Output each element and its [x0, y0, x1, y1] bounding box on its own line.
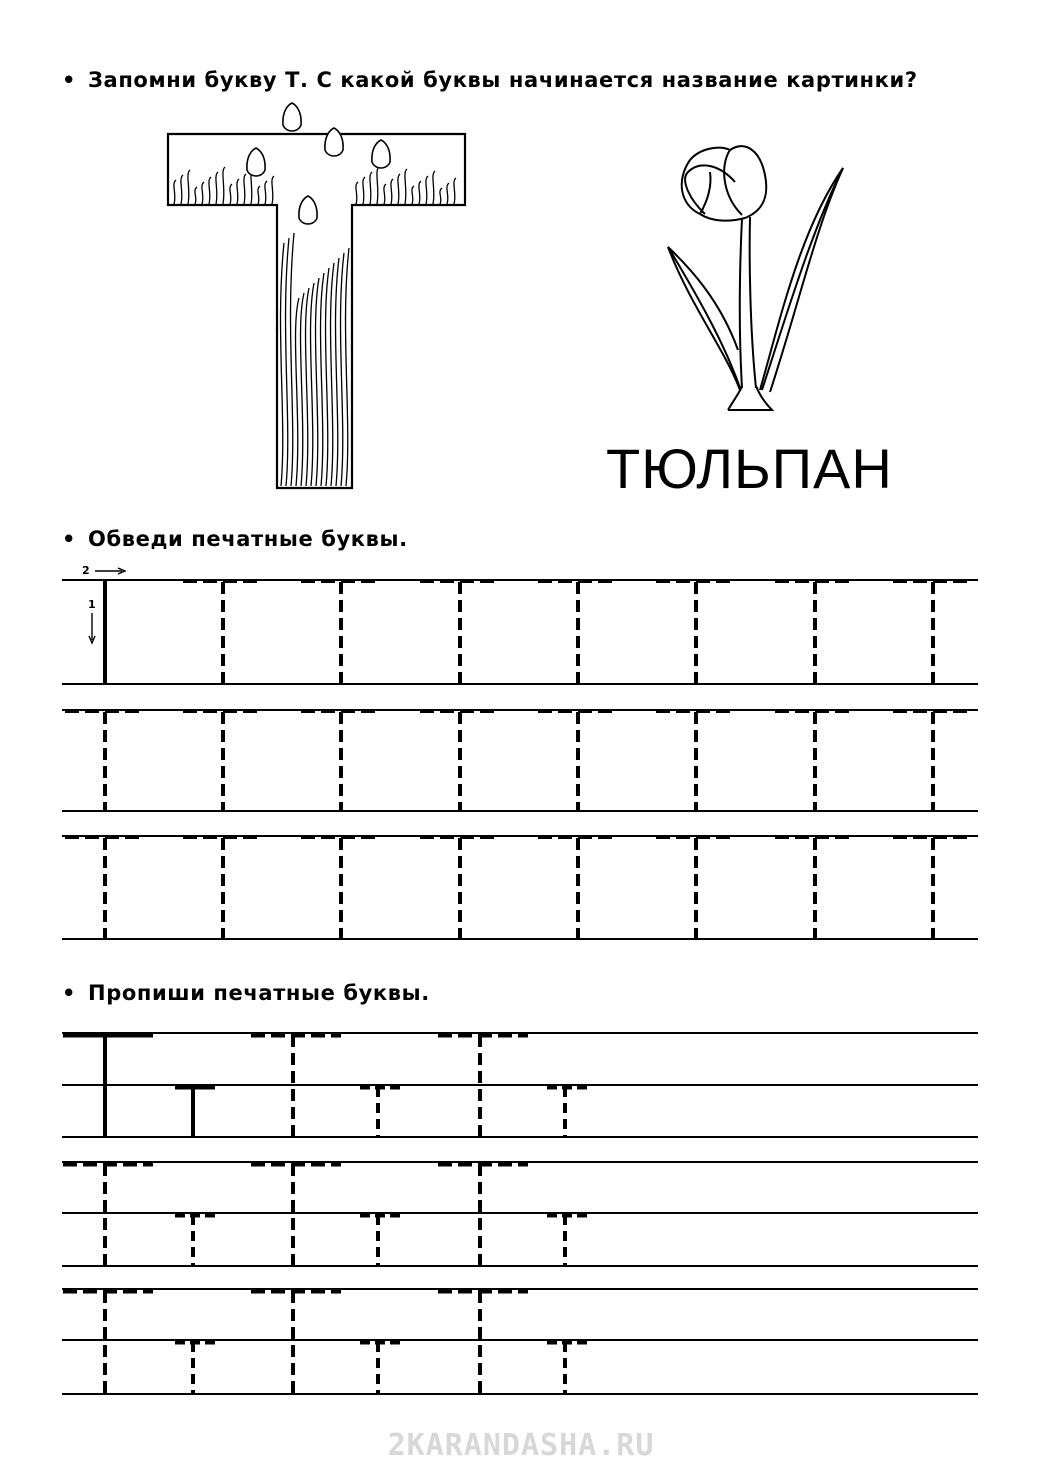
grass-blade	[188, 170, 190, 204]
instruction-text: Обведи печатные буквы.	[88, 527, 408, 551]
instruction-text: Пропиши печатные буквы.	[88, 981, 430, 1005]
tulip-bud	[283, 103, 301, 131]
grass-blade	[426, 176, 428, 204]
grass-blade	[202, 182, 204, 204]
grass-blade	[301, 293, 304, 486]
instruction-text-start: Запомни букву	[88, 68, 286, 92]
watermark: 2KARANDASHA.RU	[387, 1428, 655, 1463]
stroke-hint-horizontal: 2	[82, 564, 90, 577]
tulip-bud	[299, 196, 317, 224]
grass-blade	[454, 178, 456, 204]
grass-blade	[311, 283, 314, 486]
grass-blade	[258, 186, 260, 204]
grass-blade	[296, 298, 299, 486]
grass-blade	[391, 179, 393, 204]
bullet: •	[62, 527, 77, 551]
grass-blade	[326, 268, 329, 486]
grass-blade	[405, 169, 407, 204]
grass-blade	[223, 167, 225, 204]
grass-blade	[195, 187, 197, 204]
grass-blade	[363, 177, 365, 204]
grass-blade	[244, 174, 246, 204]
grass-blade	[398, 174, 400, 204]
grass-blade	[419, 181, 421, 204]
bullet: •	[62, 68, 77, 92]
grass-blade	[412, 186, 414, 204]
grass-blade	[331, 263, 334, 486]
grass-blade	[265, 181, 267, 204]
grass-blade	[447, 183, 449, 204]
grass-blade	[281, 243, 284, 486]
grass-blade	[433, 171, 435, 204]
grass-blade	[216, 172, 218, 204]
tulip-bud	[372, 140, 390, 168]
arrowhead-icon	[89, 636, 95, 643]
picture-word: ТЮЛЬПАН	[606, 437, 893, 500]
instruction-remember-letter	[62, 68, 918, 92]
instruction-text-end: . С какой буквы начинается название картинки?	[300, 68, 918, 92]
grass-blade	[356, 182, 358, 204]
grass-blade	[237, 179, 239, 204]
tulip-bud	[247, 148, 265, 176]
instruction-letter: Т	[285, 68, 300, 92]
grass-blade	[251, 169, 253, 204]
grass-blade	[209, 177, 211, 204]
grass-blade	[370, 172, 372, 204]
grass-blade	[181, 175, 183, 204]
grass-blade	[291, 233, 294, 486]
grass-blade	[377, 167, 379, 204]
grass-blade	[286, 238, 289, 486]
grass-blade	[336, 258, 339, 486]
grass-blade	[341, 253, 344, 486]
instruction-trace-letters	[62, 527, 408, 551]
grass-blade	[316, 278, 319, 486]
grass-blade	[272, 176, 274, 204]
stroke-hint-vertical: 1	[88, 598, 96, 611]
grass-blade	[440, 188, 442, 204]
bullet: •	[62, 981, 77, 1005]
grass-blade	[346, 248, 349, 486]
grass-blade	[321, 273, 324, 486]
grass-blade	[230, 184, 232, 204]
grass-blade	[306, 288, 309, 486]
instruction-write-letters	[62, 981, 430, 1005]
arrowhead-icon	[118, 568, 125, 574]
tulip-bud	[325, 128, 343, 156]
grass-blade	[384, 184, 386, 204]
grass-blade	[174, 180, 176, 204]
